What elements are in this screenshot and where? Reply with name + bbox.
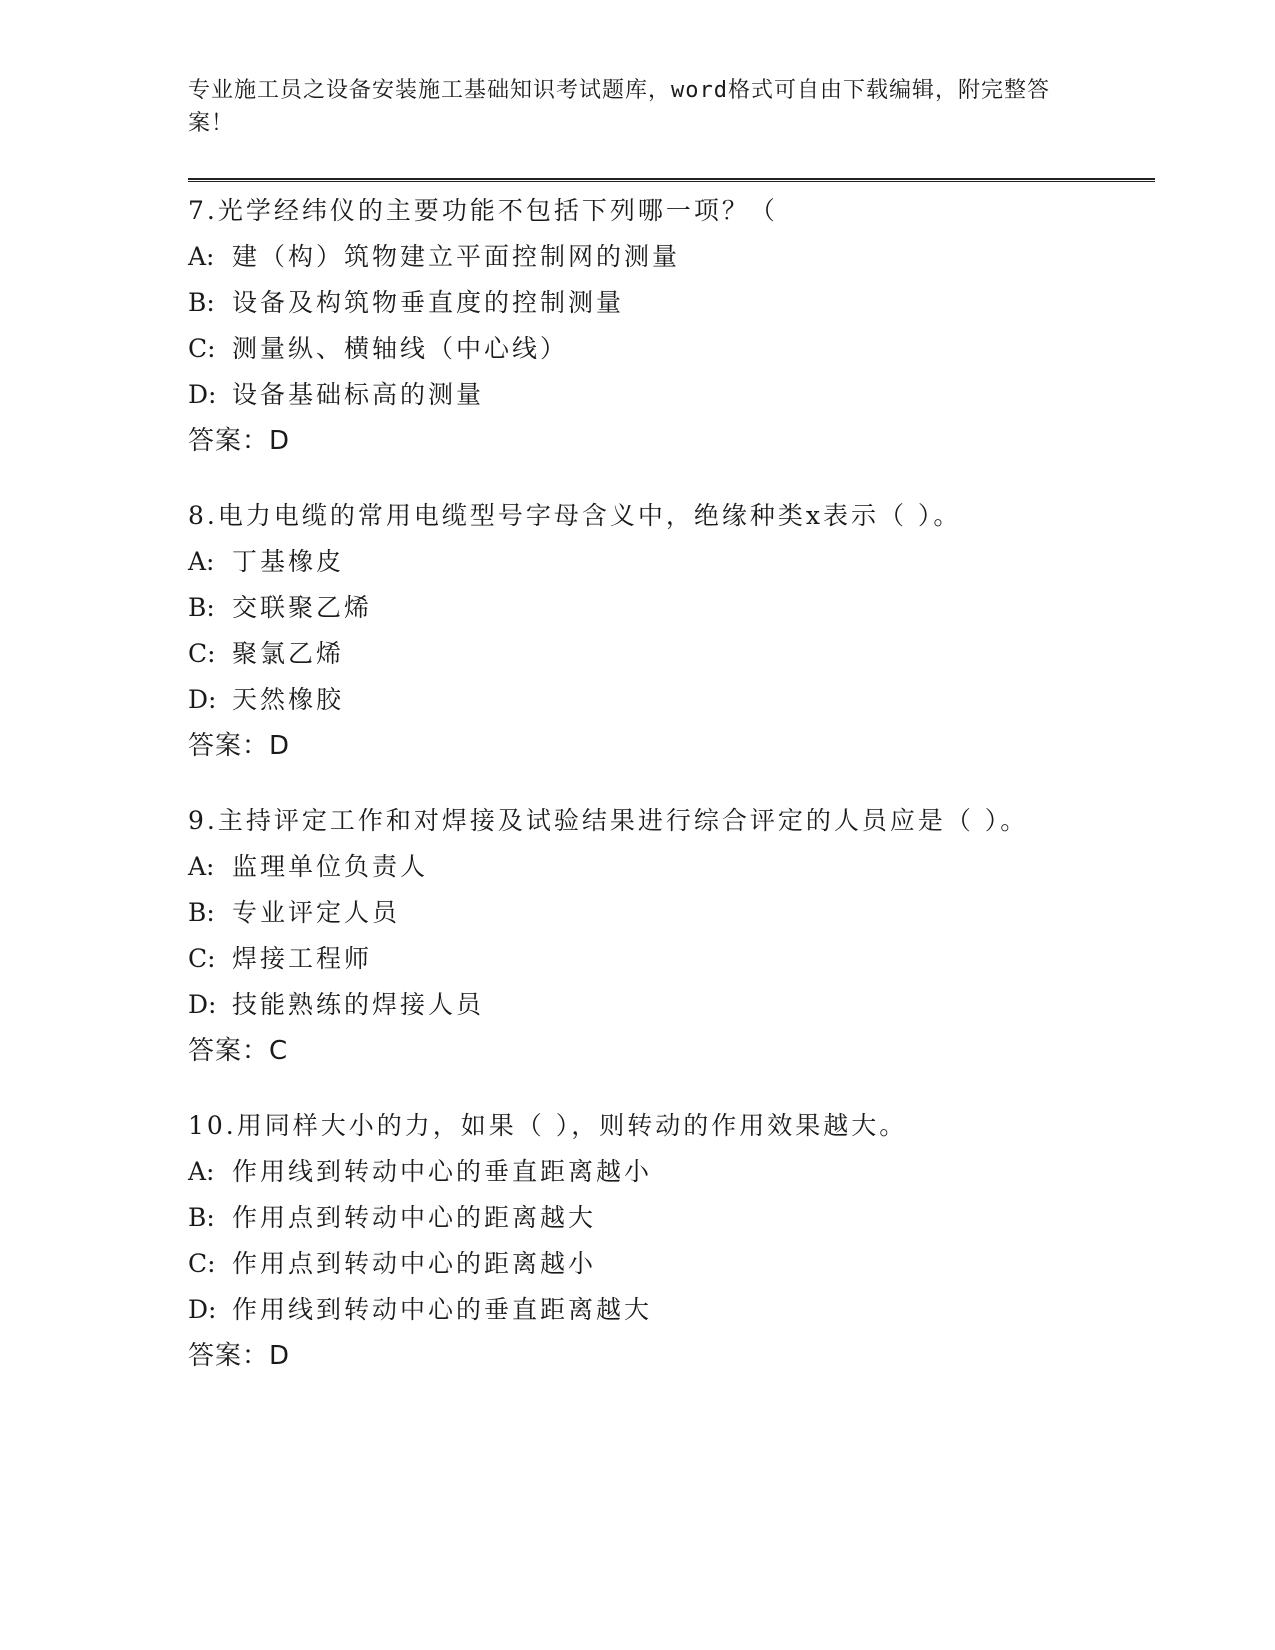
option-letter: D: <box>188 990 217 1019</box>
answer-line: 答案：D <box>188 1341 291 1371</box>
option-text: 监理单位负责人 <box>232 852 429 881</box>
option-letter: B: <box>188 1203 215 1232</box>
option-text: 焊接工程师 <box>232 944 373 973</box>
option-text: 测量纵、横轴线（中心线） <box>232 334 569 363</box>
option-d <box>188 677 1188 723</box>
option-a <box>188 844 1188 890</box>
option-letter: A: <box>188 1157 215 1186</box>
option-c <box>188 631 1188 677</box>
option-text: 聚氯乙烯 <box>232 639 345 668</box>
option-letter: A: <box>188 547 215 576</box>
option-text: 作用点到转动中心的距离越小 <box>232 1249 597 1278</box>
question-title: 10.用同样大小的力，如果（ ），则转动的作用效果越大。 <box>188 1111 908 1140</box>
option-letter: A: <box>188 852 215 881</box>
option-text: 交联聚乙烯 <box>232 593 373 622</box>
answer-line: 答案：D <box>188 731 291 761</box>
option-letter: C: <box>188 1249 216 1278</box>
answer-line: 答案：C <box>188 1036 289 1066</box>
question-title: 8.电力电缆的常用电缆型号字母含义中，绝缘种类x表示（ ）。 <box>188 501 962 530</box>
option-d <box>188 982 1188 1028</box>
question-10 <box>188 1103 1188 1379</box>
option-letter: D: <box>188 1295 217 1324</box>
question-8 <box>188 493 1188 769</box>
option-text: 专业评定人员 <box>232 898 401 927</box>
option-letter: A: <box>188 242 215 271</box>
option-letter: C: <box>188 639 216 668</box>
question-title: 9.主持评定工作和对焊接及试验结果进行综合评定的人员应是（ ）。 <box>188 806 1029 835</box>
document-header: 专业施工员之设备安装施工基础知识考试题库，word格式可自由下载编辑，附完整答案！ <box>188 78 1050 136</box>
option-d <box>188 1287 1188 1333</box>
question-9 <box>188 798 1188 1074</box>
option-letter: C: <box>188 944 216 973</box>
option-text: 作用点到转动中心的距离越大 <box>232 1203 597 1232</box>
question-7 <box>188 188 1188 464</box>
question-title: 7.光学经纬仪的主要功能不包括下列哪一项？（ <box>188 196 778 225</box>
option-text: 丁基橡皮 <box>232 547 345 576</box>
option-letter: D: <box>188 685 217 714</box>
option-a <box>188 539 1188 585</box>
option-letter: B: <box>188 288 215 317</box>
header-divider <box>188 178 1155 182</box>
option-letter: D: <box>188 380 217 409</box>
option-c <box>188 936 1188 982</box>
option-text: 设备及构筑物垂直度的控制测量 <box>232 288 625 317</box>
option-text: 作用线到转动中心的垂直距离越小 <box>232 1157 653 1186</box>
option-c <box>188 326 1188 372</box>
option-letter: B: <box>188 898 215 927</box>
option-d <box>188 372 1188 418</box>
option-c <box>188 1241 1188 1287</box>
option-text: 技能熟练的焊接人员 <box>232 990 485 1019</box>
option-letter: C: <box>188 334 216 363</box>
answer-line: 答案：D <box>188 426 291 456</box>
option-text: 作用线到转动中心的垂直距离越大 <box>232 1295 653 1324</box>
option-text: 建（构）筑物建立平面控制网的测量 <box>232 242 681 271</box>
option-b <box>188 890 1188 936</box>
option-a <box>188 234 1188 280</box>
option-letter: B: <box>188 593 215 622</box>
option-text: 设备基础标高的测量 <box>232 380 485 409</box>
option-b <box>188 1195 1188 1241</box>
option-a <box>188 1149 1188 1195</box>
option-b <box>188 280 1188 326</box>
option-b <box>188 585 1188 631</box>
option-text: 天然橡胶 <box>232 685 345 714</box>
